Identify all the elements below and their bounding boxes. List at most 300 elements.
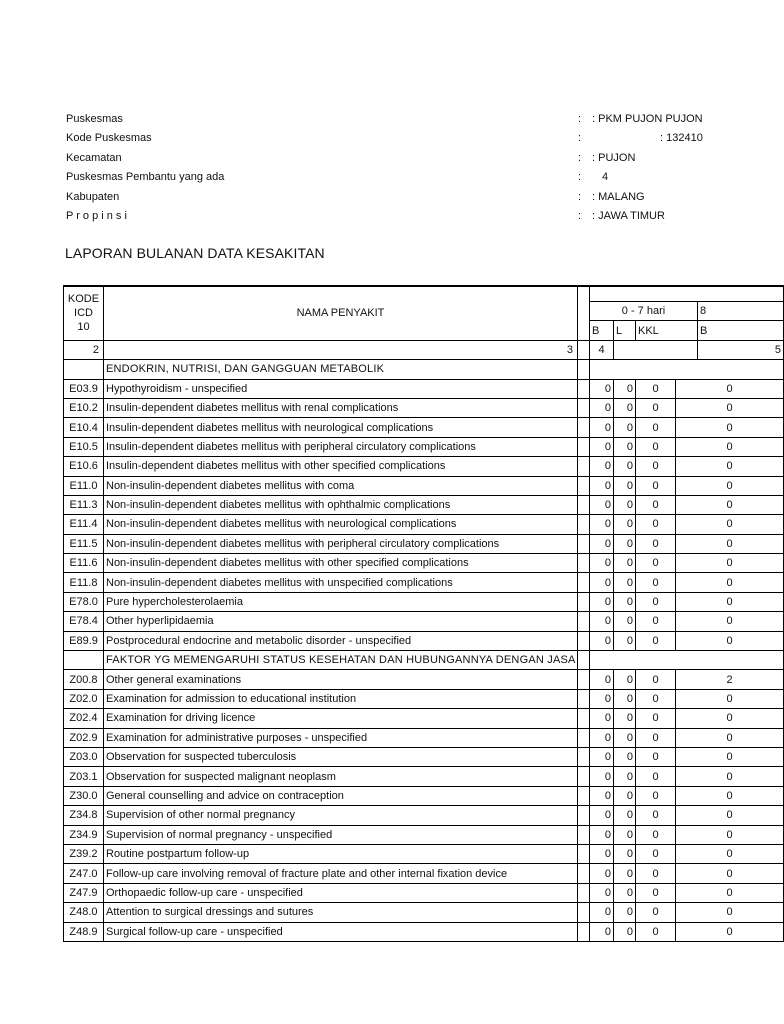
value-kkl: 0 xyxy=(636,844,676,863)
disease-name: Observation for suspected tuberculosis xyxy=(104,747,578,766)
value-next-b-text: 0 xyxy=(726,402,733,415)
disease-name: Examination for driving licence xyxy=(104,709,578,728)
value-next-b xyxy=(676,592,784,611)
table-row xyxy=(64,883,784,902)
value-next-b-text: 0 xyxy=(726,712,733,725)
table-row xyxy=(64,806,784,825)
row-gap xyxy=(578,709,590,728)
row-gap xyxy=(578,573,590,592)
header-kode xyxy=(64,286,104,340)
value-l: 0 xyxy=(614,709,636,728)
row-gap xyxy=(578,747,590,766)
value-b: 0 xyxy=(590,476,614,495)
value-b: 0 xyxy=(590,747,614,766)
value-l: 0 xyxy=(614,515,636,534)
row-gap xyxy=(578,844,590,863)
value-kkl: 0 xyxy=(636,612,676,631)
value-kkl: 0 xyxy=(636,418,676,437)
disease-name: Surgical follow-up care - unspecified xyxy=(104,922,578,941)
value-next-b xyxy=(676,418,784,437)
value-next-b-text: 0 xyxy=(726,615,733,628)
disease-name: Non-insulin-dependent diabetes mellitus with coma xyxy=(104,476,578,495)
icd-code: E89.9 xyxy=(64,631,104,650)
value-next-b xyxy=(676,864,784,883)
value-next-b-text: 0 xyxy=(726,731,733,744)
value-next-b xyxy=(676,554,784,573)
icd-code: Z39.2 xyxy=(64,844,104,863)
row-gap xyxy=(578,651,590,670)
value-next-b-text: 0 xyxy=(726,576,733,589)
row-gap xyxy=(578,495,590,514)
value-b: 0 xyxy=(590,573,614,592)
value-next-b-text: 0 xyxy=(726,518,733,531)
row-gap xyxy=(578,418,590,437)
value-next-b xyxy=(676,495,784,514)
header-index-row xyxy=(64,340,784,359)
value-next-b xyxy=(676,379,784,398)
value-kkl: 0 xyxy=(636,786,676,805)
info-row-propinsi xyxy=(66,209,768,228)
row-gap xyxy=(578,806,590,825)
value-b: 0 xyxy=(590,515,614,534)
value-b: 0 xyxy=(590,534,614,553)
icd-code: E10.2 xyxy=(64,398,104,417)
header-age-top xyxy=(590,286,784,302)
value-b: 0 xyxy=(590,825,614,844)
value-l: 0 xyxy=(614,573,636,592)
header-age-group: 0 - 7 hari xyxy=(590,302,698,321)
icd-code: E11.0 xyxy=(64,476,104,495)
value-l: 0 xyxy=(614,689,636,708)
table-row xyxy=(64,903,784,922)
icd-code: Z00.8 xyxy=(64,670,104,689)
value-kkl: 0 xyxy=(636,864,676,883)
header-sub-b2: B xyxy=(698,321,784,340)
value-next-b xyxy=(676,398,784,417)
disease-name: Attention to surgical dressings and sutures xyxy=(104,903,578,922)
table-row xyxy=(64,437,784,456)
value-next-b-text: 0 xyxy=(726,828,733,841)
value-l: 0 xyxy=(614,592,636,611)
disease-name: General counselling and advice on contraception xyxy=(104,786,578,805)
value-next-b-text: 0 xyxy=(726,693,733,705)
value-kkl: 0 xyxy=(636,767,676,786)
info-value: 4 xyxy=(602,171,609,184)
info-row-pustu xyxy=(66,170,768,189)
value-b: 0 xyxy=(590,457,614,476)
value-l: 0 xyxy=(614,495,636,514)
disease-name: Observation for suspected malignant neoplasm xyxy=(104,767,578,786)
value-kkl: 0 xyxy=(636,554,676,573)
value-l: 0 xyxy=(614,786,636,805)
row-gap xyxy=(578,670,590,689)
value-next-b xyxy=(676,515,784,534)
value-kkl: 0 xyxy=(636,573,676,592)
icd-code: E10.6 xyxy=(64,457,104,476)
section-code-cell xyxy=(64,651,104,670)
header-kode-line: KODE xyxy=(67,293,100,306)
icd-code: E03.9 xyxy=(64,379,104,398)
value-next-b xyxy=(676,534,784,553)
header-gap xyxy=(578,286,590,340)
row-gap xyxy=(578,786,590,805)
table-row xyxy=(64,612,784,631)
disease-name: Non-insulin-dependent diabetes mellitus with unspecified complications xyxy=(104,573,578,592)
value-next-b-text: 0 xyxy=(726,906,733,919)
table-row xyxy=(64,592,784,611)
value-b: 0 xyxy=(590,398,614,417)
disease-name: Insulin-dependent diabetes mellitus with neurological complications xyxy=(104,418,578,437)
value-kkl: 0 xyxy=(636,631,676,650)
table-row xyxy=(64,728,784,747)
value-kkl: 0 xyxy=(636,495,676,514)
info-colon: : xyxy=(578,209,582,222)
row-gap xyxy=(578,476,590,495)
icd-code: Z34.8 xyxy=(64,806,104,825)
value-l: 0 xyxy=(614,476,636,495)
value-l: 0 xyxy=(614,883,636,902)
table-row xyxy=(64,631,784,650)
info-label: Puskesmas Pembantu yang ada xyxy=(66,171,225,184)
value-kkl: 0 xyxy=(636,747,676,766)
value-next-b xyxy=(676,844,784,863)
icd-code: E78.0 xyxy=(64,592,104,611)
value-next-b xyxy=(676,806,784,825)
row-gap xyxy=(578,592,590,611)
value-l: 0 xyxy=(614,612,636,631)
value-kkl: 0 xyxy=(636,476,676,495)
info-row-kabupaten xyxy=(66,190,768,209)
info-value: : JAWA TIMUR xyxy=(592,209,665,222)
table-row xyxy=(64,844,784,863)
value-l: 0 xyxy=(614,903,636,922)
table-row xyxy=(64,825,784,844)
value-next-b xyxy=(676,922,784,941)
value-l: 0 xyxy=(614,631,636,650)
value-kkl: 0 xyxy=(636,457,676,476)
value-b: 0 xyxy=(590,592,614,611)
value-next-b-text: 0 xyxy=(726,382,733,395)
table-row xyxy=(64,398,784,417)
header-nama-penyakit: NAMA PENYAKIT xyxy=(104,286,578,340)
value-b: 0 xyxy=(590,631,614,650)
info-label: Puskesmas xyxy=(66,113,123,125)
icd-code: Z47.0 xyxy=(64,864,104,883)
value-next-b xyxy=(676,612,784,631)
table-row xyxy=(64,747,784,766)
disease-name: Examination for admission to educational institution xyxy=(104,689,578,708)
icd-code: Z02.0 xyxy=(64,689,104,708)
info-colon: : xyxy=(578,132,582,145)
row-gap xyxy=(578,515,590,534)
row-gap xyxy=(578,457,590,476)
value-kkl: 0 xyxy=(636,883,676,902)
row-gap xyxy=(578,534,590,553)
info-row-kecamatan xyxy=(66,151,768,170)
value-b: 0 xyxy=(590,670,614,689)
row-gap xyxy=(578,360,590,379)
value-kkl: 0 xyxy=(636,379,676,398)
value-next-b-text: 0 xyxy=(726,557,733,570)
table-row xyxy=(64,476,784,495)
value-l: 0 xyxy=(614,437,636,456)
value-l: 0 xyxy=(614,534,636,553)
value-b: 0 xyxy=(590,767,614,786)
row-gap xyxy=(578,398,590,417)
value-b: 0 xyxy=(590,903,614,922)
icd-code: Z03.0 xyxy=(64,747,104,766)
value-next-b xyxy=(676,631,784,650)
row-gap xyxy=(578,689,590,708)
icd-code: Z48.0 xyxy=(64,903,104,922)
info-label: Kabupaten xyxy=(66,190,120,203)
value-l: 0 xyxy=(614,554,636,573)
icd-code: Z02.4 xyxy=(64,709,104,728)
value-next-b xyxy=(676,883,784,902)
icd-code: Z34.9 xyxy=(64,825,104,844)
value-kkl: 0 xyxy=(636,922,676,941)
section-row xyxy=(64,651,784,670)
value-l: 0 xyxy=(614,844,636,863)
value-b: 0 xyxy=(590,437,614,456)
value-l: 0 xyxy=(614,418,636,437)
info-label: Kode Puskesmas xyxy=(66,132,152,145)
value-kkl: 0 xyxy=(636,689,676,708)
value-next-b-text: 0 xyxy=(726,421,733,434)
value-l: 0 xyxy=(614,825,636,844)
table-row xyxy=(64,515,784,534)
header-kode-line: 10 xyxy=(77,321,90,334)
value-next-b-text: 0 xyxy=(726,770,733,783)
value-b: 0 xyxy=(590,689,614,708)
report-title: LAPORAN BULANAN DATA KESAKITAN xyxy=(65,245,325,261)
value-next-b xyxy=(676,689,784,708)
table-row xyxy=(64,573,784,592)
row-gap xyxy=(578,612,590,631)
value-b: 0 xyxy=(590,922,614,941)
table-row xyxy=(64,379,784,398)
value-kkl: 0 xyxy=(636,728,676,747)
value-kkl: 0 xyxy=(636,437,676,456)
value-next-b xyxy=(676,825,784,844)
value-l: 0 xyxy=(614,457,636,476)
table-row xyxy=(64,689,784,708)
value-l: 0 xyxy=(614,728,636,747)
value-next-b-text: 0 xyxy=(726,751,733,764)
value-kkl: 0 xyxy=(636,398,676,417)
value-next-b-text: 0 xyxy=(726,809,733,822)
row-gap xyxy=(578,379,590,398)
value-b: 0 xyxy=(590,709,614,728)
icd-code: E10.5 xyxy=(64,437,104,456)
section-title: ENDOKRIN, NUTRISI, DAN GANGGUAN METABOLIK xyxy=(104,360,578,379)
icd-code: E78.4 xyxy=(64,612,104,631)
value-kkl: 0 xyxy=(636,592,676,611)
value-next-b-text: 0 xyxy=(726,479,733,492)
value-l: 0 xyxy=(614,670,636,689)
value-b: 0 xyxy=(590,786,614,805)
section-code-cell xyxy=(64,360,104,379)
header-sub-l: L xyxy=(614,321,636,340)
info-colon: : xyxy=(578,113,582,125)
index-name: 3 xyxy=(104,340,578,359)
section-values-empty xyxy=(590,360,784,379)
value-kkl: 0 xyxy=(636,903,676,922)
value-next-b xyxy=(676,747,784,766)
row-gap xyxy=(578,922,590,941)
icd-code: Z48.9 xyxy=(64,922,104,941)
info-row-puskesmas xyxy=(66,112,768,131)
disease-name: Orthopaedic follow-up care - unspecified xyxy=(104,883,578,902)
value-next-b-text: 0 xyxy=(726,596,733,609)
disease-name: Postprocedural endocrine and metabolic disorder - unspecified xyxy=(104,631,578,650)
value-l: 0 xyxy=(614,864,636,883)
disease-name: Examination for administrative purposes - unspecified xyxy=(104,728,578,747)
index-empty xyxy=(614,340,698,359)
icd-code: Z03.1 xyxy=(64,767,104,786)
disease-name: Follow-up care involving removal of fracture plate and other internal fixation device xyxy=(104,864,578,883)
value-l: 0 xyxy=(614,806,636,825)
info-label: Kecamatan xyxy=(66,151,122,164)
disease-name: Non-insulin-dependent diabetes mellitus with peripheral circulatory complications xyxy=(104,534,578,553)
info-label: P r o p i n s i xyxy=(66,209,127,222)
value-kkl: 0 xyxy=(636,670,676,689)
icd-code: E11.3 xyxy=(64,495,104,514)
table-row xyxy=(64,864,784,883)
value-next-b-text: 0 xyxy=(726,848,733,861)
index-code: 2 xyxy=(64,340,104,359)
disease-name: Insulin-dependent diabetes mellitus with peripheral circulatory complications xyxy=(104,437,578,456)
value-next-b-text: 0 xyxy=(726,440,733,453)
table-row xyxy=(64,495,784,514)
value-b: 0 xyxy=(590,418,614,437)
value-kkl: 0 xyxy=(636,825,676,844)
table-row xyxy=(64,534,784,553)
value-next-b-text: 0 xyxy=(726,867,733,880)
disease-name: Supervision of normal pregnancy - unspecified xyxy=(104,825,578,844)
section-title: FAKTOR YG MEMENGARUHI STATUS KESEHATAN DAN HUBUNGANNYA DENGAN JASA xyxy=(104,651,578,670)
value-kkl: 0 xyxy=(636,515,676,534)
value-l: 0 xyxy=(614,922,636,941)
table-row xyxy=(64,767,784,786)
value-next-b-text: 0 xyxy=(726,634,733,647)
icd-code: E11.8 xyxy=(64,573,104,592)
value-next-b xyxy=(676,670,784,689)
disease-name: Non-insulin-dependent diabetes mellitus with other specified complications xyxy=(104,554,578,573)
value-l: 0 xyxy=(614,747,636,766)
info-colon: : xyxy=(578,151,582,164)
icd-code: Z30.0 xyxy=(64,786,104,805)
table-row xyxy=(64,786,784,805)
disease-name: Routine postpartum follow-up xyxy=(104,844,578,863)
table-row xyxy=(64,418,784,437)
row-gap xyxy=(578,554,590,573)
row-gap xyxy=(578,728,590,747)
disease-name: Other hyperlipidaemia xyxy=(104,612,578,631)
section-row xyxy=(64,360,784,379)
row-gap xyxy=(578,883,590,902)
disease-name: Non-insulin-dependent diabetes mellitus with ophthalmic complications xyxy=(104,495,578,514)
value-l: 0 xyxy=(614,379,636,398)
disease-name: Other general examinations xyxy=(104,670,578,689)
table-row xyxy=(64,922,784,941)
row-gap xyxy=(578,903,590,922)
disease-name: Non-insulin-dependent diabetes mellitus with neurological complications xyxy=(104,515,578,534)
index-col4: 4 xyxy=(590,340,614,359)
icd-code: E11.4 xyxy=(64,515,104,534)
value-next-b xyxy=(676,476,784,495)
icd-code: E11.5 xyxy=(64,534,104,553)
index-col5: 5 xyxy=(698,340,784,359)
value-b: 0 xyxy=(590,379,614,398)
value-next-b-text: 0 xyxy=(726,537,733,550)
disease-name: Pure hypercholesterolaemia xyxy=(104,592,578,611)
value-next-b-text: 0 xyxy=(726,886,733,899)
value-next-b xyxy=(676,573,784,592)
info-value: : MALANG xyxy=(592,190,645,203)
value-b: 0 xyxy=(590,806,614,825)
disease-name: Insulin-dependent diabetes mellitus with renal complications xyxy=(104,398,578,417)
value-next-b-text: 0 xyxy=(726,460,733,473)
info-value: : 132410 xyxy=(660,132,703,145)
info-row-kode-puskesmas xyxy=(66,131,768,150)
report-info xyxy=(66,112,768,228)
value-b: 0 xyxy=(590,728,614,747)
value-b: 0 xyxy=(590,612,614,631)
value-next-b-text: 0 xyxy=(726,789,733,802)
icd-code: Z47.9 xyxy=(64,883,104,902)
disease-name: Insulin-dependent diabetes mellitus with other specified complications xyxy=(104,457,578,476)
row-gap xyxy=(578,631,590,650)
value-next-b-text: 0 xyxy=(726,925,733,938)
index-gap xyxy=(578,340,590,359)
table-row xyxy=(64,554,784,573)
disease-table-wrapper xyxy=(63,285,781,985)
info-colon: : xyxy=(578,171,582,184)
value-next-b xyxy=(676,728,784,747)
disease-table xyxy=(63,285,784,942)
value-next-b-text: 0 xyxy=(726,499,733,512)
row-gap xyxy=(578,825,590,844)
value-b: 0 xyxy=(590,883,614,902)
info-colon: : xyxy=(578,190,582,203)
info-value: : PUJON xyxy=(592,151,636,164)
icd-code: Z02.9 xyxy=(64,728,104,747)
row-gap xyxy=(578,767,590,786)
value-b: 0 xyxy=(590,495,614,514)
value-next-b xyxy=(676,786,784,805)
icd-code: E11.6 xyxy=(64,554,104,573)
table-body xyxy=(64,360,784,942)
table-row xyxy=(64,670,784,689)
info-value: : PKM PUJON PUJON xyxy=(592,113,703,125)
value-next-b-text: 2 xyxy=(726,673,733,686)
header-kode-line: ICD xyxy=(74,307,93,320)
disease-name: Supervision of other normal pregnancy xyxy=(104,806,578,825)
icd-code: E10.4 xyxy=(64,418,104,437)
header-sub-kkl: KKL xyxy=(636,321,698,340)
value-kkl: 0 xyxy=(636,709,676,728)
value-next-b xyxy=(676,709,784,728)
row-gap xyxy=(578,864,590,883)
value-kkl: 0 xyxy=(636,806,676,825)
value-next-b xyxy=(676,903,784,922)
value-next-b xyxy=(676,457,784,476)
disease-name: Hypothyroidism - unspecified xyxy=(104,379,578,398)
table-row xyxy=(64,709,784,728)
value-b: 0 xyxy=(590,844,614,863)
value-next-b xyxy=(676,437,784,456)
